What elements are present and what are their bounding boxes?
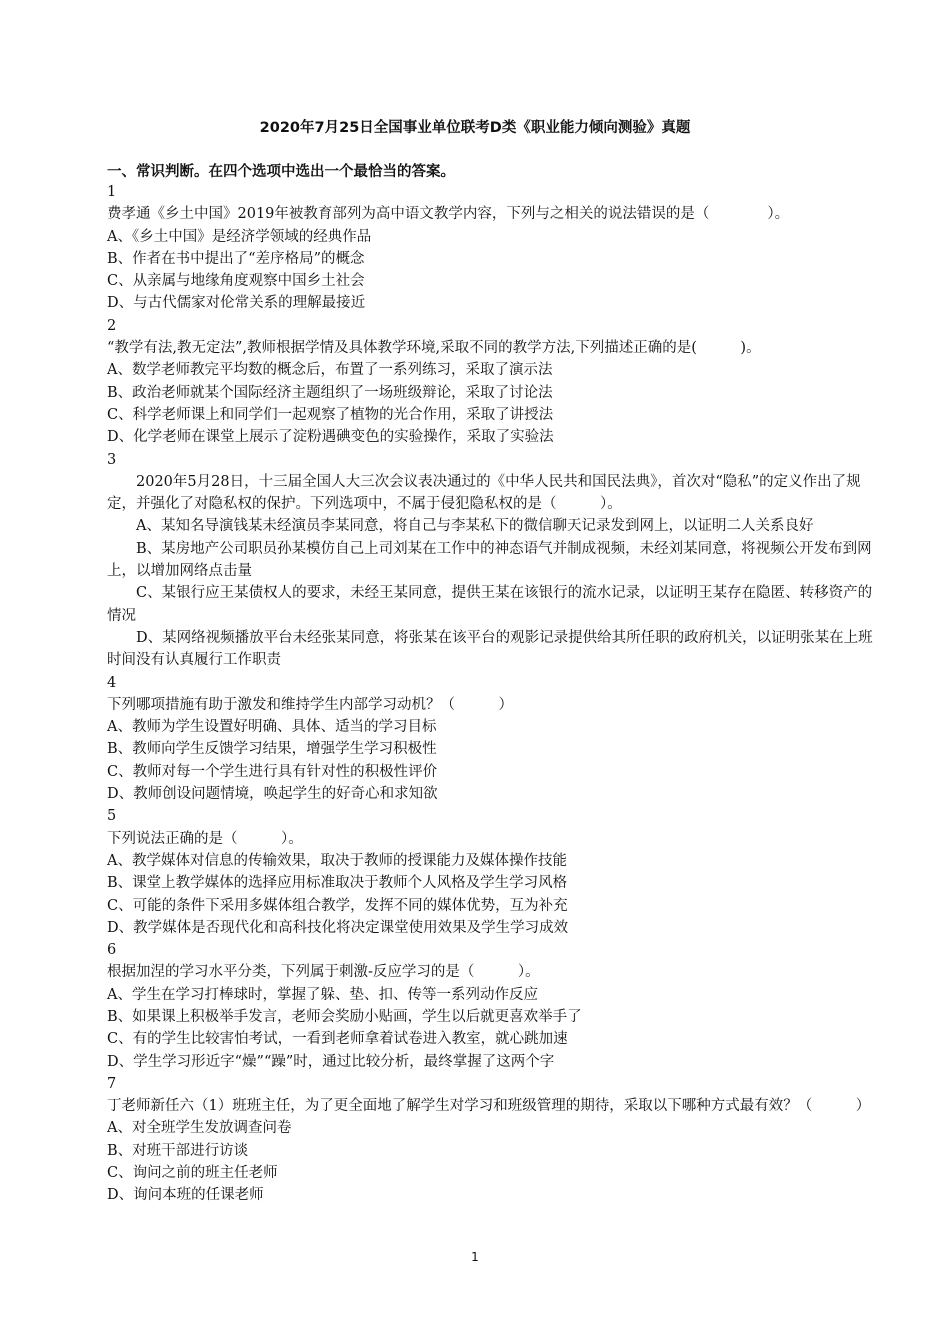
question-stem: 根据加涅的学习水平分类，下列属于刺激-反应学习的是（ ）。 <box>107 964 540 981</box>
question-number: 5 <box>107 808 117 825</box>
document-title: 2020年7月25日全国事业单位联考D类《职业能力倾向测验》真题 <box>259 120 691 136</box>
option-b: B、对班干部进行访谈 <box>107 1142 249 1159</box>
option-b: B、政治老师就某个国际经济主题组织了一场班级辩论，采取了讨论法 <box>107 384 553 401</box>
option-c: C、询问之前的班主任老师 <box>107 1165 278 1182</box>
page-number: 1 <box>471 1250 479 1264</box>
option-b: B、如果课上积极举手发言，老师会奖励小贴画，学生以后就更喜欢举手了 <box>107 1008 582 1025</box>
option-b: B、课堂上教学媒体的选择应用标准取决于教师个人风格及学生学习风格 <box>107 875 568 892</box>
question-block <box>107 939 877 1073</box>
option-b: B、作者在书中提出了“差序格局”的概念 <box>107 250 365 267</box>
question-stem: “教学有法,教无定法”,教师根据学情及具体教学环境,采取不同的教学方法,下列描述正确的是( )。 <box>107 340 761 357</box>
question-number: 6 <box>107 942 117 959</box>
option-d: D、询问本班的任课老师 <box>107 1187 264 1204</box>
question-block <box>107 805 877 939</box>
question-stem: 2020年5月28日，十三届全国人大三次会议表决通过的《中华人民共和国民法典》，首次对“隐私”的定义作出了规定，并强化了对隐私权的保护。下列选项中，不属于侵犯隐私权的是（ ）。 <box>107 473 861 513</box>
option-d: D、学生学习形近字“燥”“躁”时，通过比较分析，最终掌握了这两个字 <box>107 1053 555 1070</box>
option-a: A、对全班学生发放调查问卷 <box>107 1120 292 1137</box>
option-c: C、从亲属与地缘角度观察中国乡土社会 <box>107 273 365 290</box>
question-number: 7 <box>107 1075 117 1092</box>
option-d: D、某网络视频播放平台未经张某同意，将张某在该平台的观影记录提供给其所任职的政府机关，以证明张某在上班时间没有认真履行工作职责 <box>107 629 873 669</box>
option-a: A、学生在学习打棒球时，掌握了躲、垫、扣、传等一系列动作反应 <box>107 986 538 1003</box>
question-number: 1 <box>107 184 117 200</box>
question-block <box>107 449 877 672</box>
option-b: B、教师向学生反馈学习结果，增强学生学习积极性 <box>107 741 437 758</box>
question-number: 3 <box>107 451 117 468</box>
option-c: C、可能的条件下采用多媒体组合教学，发挥不同的媒体优势，互为补充 <box>107 897 568 914</box>
option-d: D、教学媒体是否现代化和高科技化将决定课堂使用效果及学生学习成效 <box>107 919 569 936</box>
question-stem: 丁老师新任六（1）班班主任，为了更全面地了解学生对学习和班级管理的期待，采取以下哪种方式最有效？（ ） <box>107 1098 871 1115</box>
question-block <box>107 1073 877 1207</box>
option-a: A、教师为学生设置好明确、具体、适当的学习目标 <box>107 719 437 736</box>
option-c: C、有的学生比较害怕考试，一看到老师拿着试卷进入教室，就心跳加速 <box>107 1031 568 1048</box>
option-d: D、与古代儒家对伦常关系的理解最接近 <box>107 295 366 312</box>
option-d: D、教师创设问题情境，唤起学生的好奇心和求知欲 <box>107 786 438 803</box>
option-d: D、化学老师在课堂上展示了淀粉遇碘变色的实验操作，采取了实验法 <box>107 429 554 446</box>
question-number: 2 <box>107 317 117 334</box>
option-b: B、某房地产公司职员孙某模仿自己上司刘某在工作中的神态语气并制成视频，未经刘某同意，将视频公开发布到网上，以增加网络点击量 <box>107 540 872 580</box>
question-block <box>107 315 877 449</box>
question-block <box>107 181 877 315</box>
option-c: C、科学老师课上和同学们一起观察了植物的光合作用，采取了讲授法 <box>107 406 554 423</box>
option-a: A、数学老师教完平均数的概念后，布置了一系列练习，采取了演示法 <box>107 362 553 379</box>
question-stem: 下列哪项措施有助于激发和维持学生内部学习动机？（ ） <box>107 696 513 713</box>
option-c: C、某银行应王某债权人的要求，未经王某同意，提供王某在该银行的流水记录，以证明王某存在隐匿、转移资产的情况 <box>107 585 873 624</box>
option-a: A、《乡土中国》是经济学领域的经典作品 <box>107 228 372 245</box>
section-heading: 一、常识判断。在四个选项中选出一个最恰当的答案。 <box>107 164 455 180</box>
question-block <box>107 672 877 806</box>
question-list <box>107 181 877 1207</box>
option-a: A、某知名导演钱某未经演员李某同意，将自己与李某私下的微信聊天记录发到网上，以证明二人关系良好 <box>136 518 814 535</box>
question-stem: 费孝通《乡土中国》2019年被教育部列为高中语文教学内容，下列与之相关的说法错误的是（ ）。 <box>107 206 790 223</box>
question-stem: 下列说法正确的是（ ）。 <box>107 830 303 847</box>
option-c: C、教师对每一个学生进行具有针对性的积极性评价 <box>107 763 438 780</box>
option-a: A、教学媒体对信息的传输效果，取决于教师的授课能力及媒体操作技能 <box>107 852 567 869</box>
question-number: 4 <box>107 674 117 691</box>
